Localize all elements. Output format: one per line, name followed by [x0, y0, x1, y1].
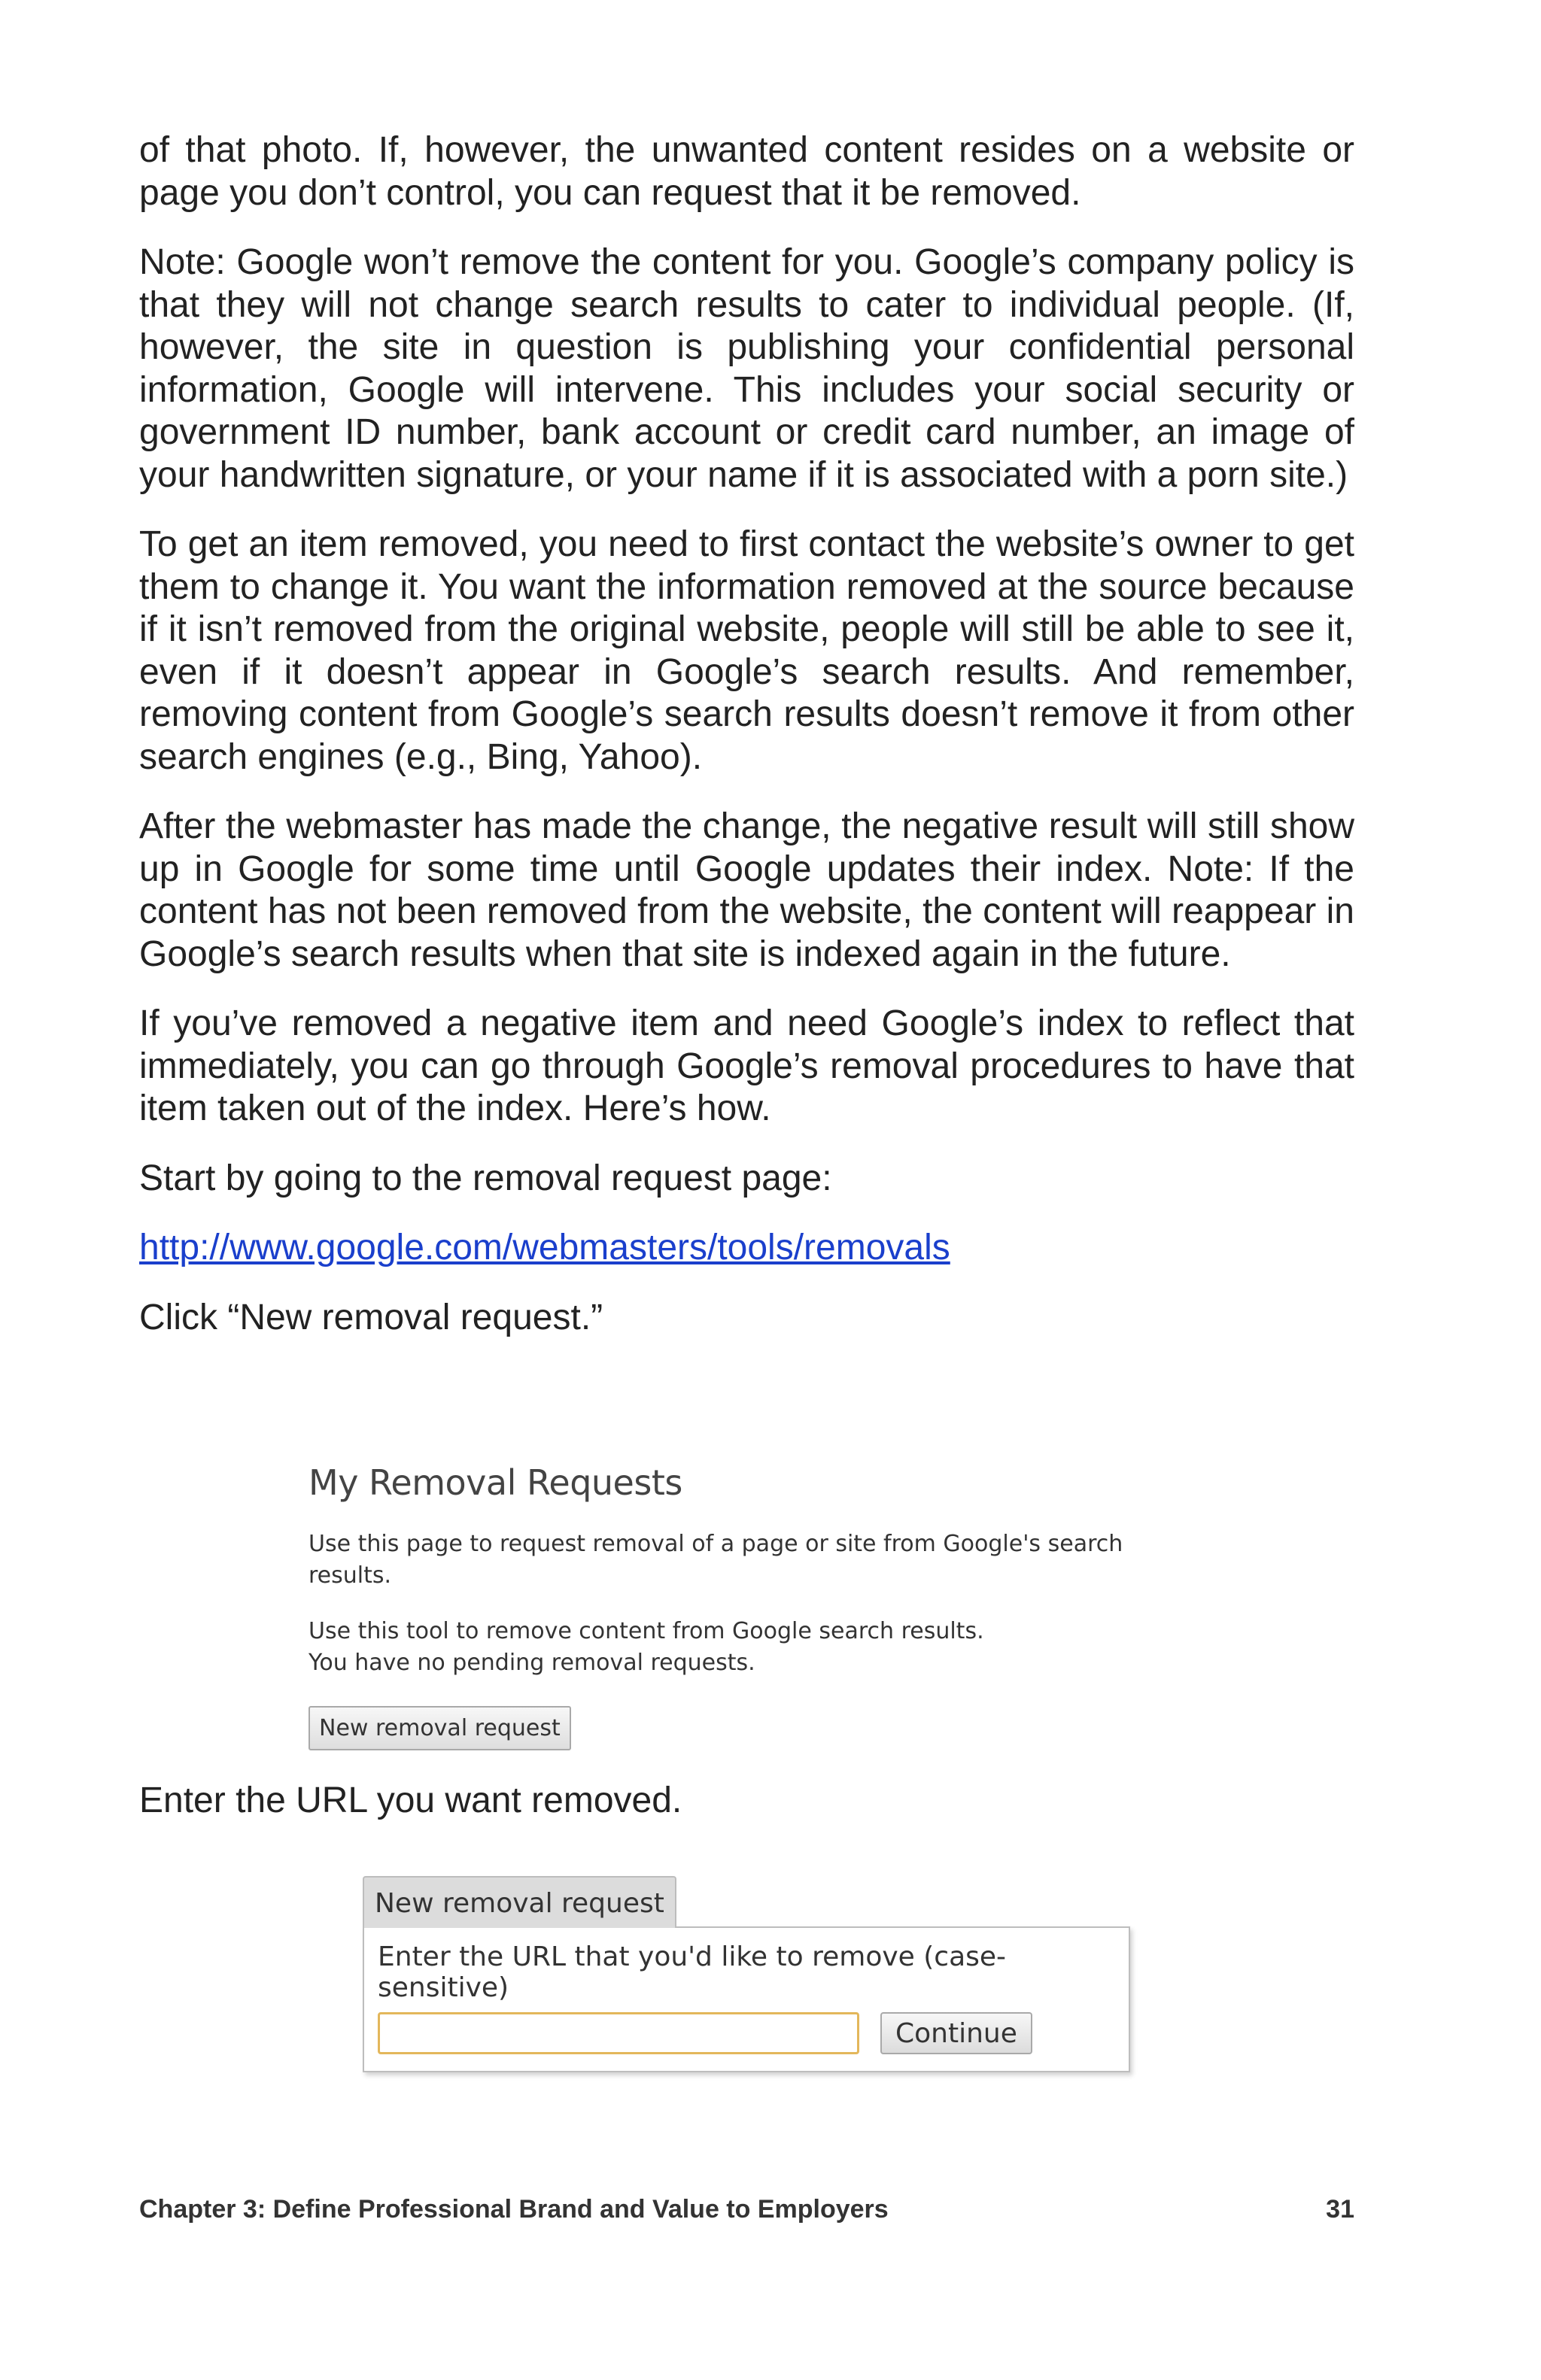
url-removal-screenshot — [363, 1875, 1130, 2072]
new-removal-request-tab[interactable]: New removal request — [363, 1876, 676, 1928]
paragraph-2: Note: Google won’t remove the content for you. Google’s company policy is that they will not change search results to cater to individual people. (If, however, the site in question is publishing your confidential personal information, Google will intervene. This includes your social security or government ID number, bank account or credit card number, an image of your handwritten signature, or your name if it is associated with a porn site.) — [139, 242, 1354, 495]
url-entry-row — [378, 2012, 1114, 2054]
paragraph-6: Start by going to the removal request page: — [139, 1158, 832, 1198]
screenshot-title: My Removal Requests — [309, 1462, 682, 1503]
url-input[interactable] — [378, 2012, 859, 2054]
paragraph-8: Enter the URL you want removed. — [139, 1780, 682, 1820]
paragraph-5: If you’ve removed a negative item and need Google’s index to reflect that immediately, you can go through Google’s removal procedures to have that item taken out of the index. Here’s how. — [139, 1003, 1354, 1128]
screenshot-description: Use this page to request removal of a page or site from Google's search results. — [309, 1531, 1123, 1589]
chapter-title: Chapter 3: Define Professional Brand and Value to Employers — [139, 2195, 889, 2224]
removal-requests-screenshot — [309, 1462, 1211, 1750]
paragraph-7: Click “New removal request.” — [139, 1297, 603, 1337]
paragraph-1: of that photo. If, however, the unwanted content resides on a website or page you don’t control, you can request that it be removed. — [139, 130, 1354, 213]
url-field-label: Enter the URL that you'd like to remove (case-sensitive) — [378, 1941, 1007, 2003]
url-entry-panel — [363, 1926, 1130, 2072]
continue-button[interactable]: Continue — [880, 2012, 1032, 2054]
screenshot-tool-info: Use this tool to remove content from Google search results. — [309, 1618, 984, 1644]
screenshot-pending-info: You have no pending removal requests. — [309, 1650, 755, 1676]
paragraph-3: To get an item removed, you need to first contact the website’s owner to get them to change it. You want the information removed at the source because if it isn’t removed from the original website, people will still be able to see it, even if it doesn’t appear in Google’s search results. And remember, removing content from Google’s search results doesn’t remove it from other search engines (e.g., Bing, Yahoo). — [139, 524, 1354, 777]
paragraph-4: After the webmaster has made the change, the negative result will still show up in Google for some time until Google updates their index. Note: If the content has not been removed from the website, the content will reappear in Google’s search results when that site is indexed again in the future. — [139, 806, 1354, 974]
removals-link[interactable]: http://www.google.com/webmasters/tools/removals — [139, 1228, 950, 1267]
page-number: 31 — [1326, 2195, 1354, 2224]
link-paragraph — [139, 1227, 1354, 1270]
new-removal-request-button[interactable]: New removal request — [309, 1706, 571, 1750]
page-footer — [139, 2195, 1354, 2224]
page-body — [139, 129, 1354, 1366]
